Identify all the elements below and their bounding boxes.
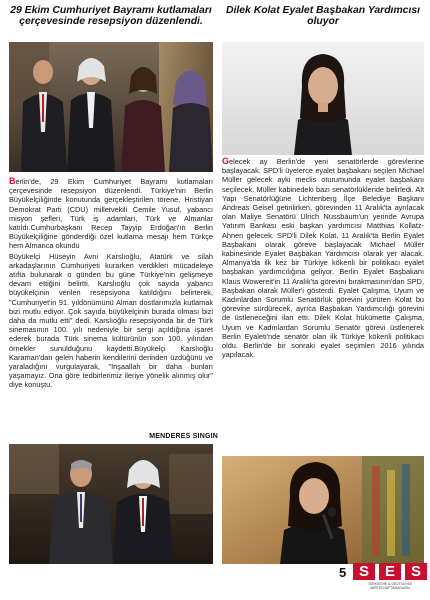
logo-letter-2: E	[379, 563, 401, 580]
dilek-kolat-portrait-photo	[222, 42, 424, 155]
right-article-headline: Dilek Kolat Eyalet Başbakan Yardımcısı oluyor	[225, 5, 421, 27]
two-men-photo	[9, 444, 213, 564]
logo-tagline: TÜRKISCHE & DEUTSCHES WIRTSCHAFTSMAGAZIN	[367, 582, 413, 590]
article-byline: MENDERES SINGIN	[149, 433, 218, 440]
left-article-dropcap: B	[9, 177, 16, 186]
left-article-paragraph-1-text: erlin'de, 29 Ekim Cumhuriyet Bayramı kutlamaları çerçevesinde resepsiyon düzenlendi. Türkiye'nin Berlin Büyükelçiliğinde konutunda gerçekleştirilen törene, Hristiyan Demokrat Parti (CDU) milletvekili Cemile Yusuf, yabancı misyon şefleri, Türk iş adamları, Türk ve Almanlar katıldı.Cumhurbaşkanı Recep Tayyip Erdoğan'ın Berlin Büyükelçiliğine gönderdiği özel kutlama mesajı hem Türkçe hem Almanca okundu	[9, 177, 213, 251]
right-article-dropcap: G	[222, 157, 230, 166]
right-article-paragraph-1-text: elecek ay Berlin'de yeni senatörlerde görevlerine başlayacak. SPD'li üyelerce eyalet başbakanı seçilen Michael Müller gelecek ayki meclis oturumunda eyalet başbakanı seçilecek. Müller kabinedeki bazı senatörlükleride belirledi. Alt Yapı Senatörlüğüne Lichtenberg İlçe Belediye Başkanı Andreas Geisel getirilirken, görevinden 11 Aralık'ta ayrılacak olan Maliye Senatörü Ulrich Nussbaum'un yerinde Avrupa Yatırım Bankası eski başkan yardımcısı Matthias Kollatz-Ahnen gelecek. SPD'li Dilek Kolat, 11 Aralık'ta Berlin Eyalet Başbakanı olarak göreve başlayacak Michael Müller kabinesinde Eyalet Başbakan Yardımcısı olarak yer alacak. Almanya'da ilk kez bir Türkiye kökenli bir politikacı eyalet başbakan yardımcılığına geliyor. Berlin Eyalet Başbakanı Klaus Wowereit'in 11 Aralık'ta görevini bırakmasının'dan SPD, Başbakan olarak Müller'i gösterdi. Eyalet Çalışma, Uyum ve Kadınlardan Sorumlu Senatörlük görevini yürüten Kolat bu görevine sürdürecek, ayrıca Başbakan Yardımcılığı görevini de üstleneceğini ilan etti. Dilek Kolat hükümette Çalışma, Uyum ve Kadınlardan Sorumlu Senatör görevi üstlenerek Berlin Eyaleti'nde senatör olan ilk Türkiye kökenli politikacı oldu. Berlin'de bir sonraki eyalet seçimleri 2016 yılında yapılacak.	[222, 157, 424, 360]
woman-speaking-photo	[222, 456, 424, 564]
left-article-paragraph-2: Büyükelçi Hüseyin Avni Karslıoğlu, Atatürk ve silah arkadaşlarının Cumhuriyeti kurarken verdikleri mücadeleye atıfta bulunarak o günden bu güne Türkiye'nin gelişmeye devam ettiğini belirtti. Karslıoğlu çok sayıda yabancı büyükelçinin verilen resepsiyona katıldığını belirterek, "Cumhuriyet'in 91. yıldönümünü Alman dostlarımızla kutlamak bizi mutlu ediyor. Çok sayıda büyükelçinin burada olması bizi daha da mutlu etti" dedi. Karslıoğlu resepsiyonda bir de Türk sinemasının 100. yılı nedeniyle bir sergi açıldığına işaret ederek burada Türk sinema kültürünün son 100. yılından örnekler sunulduğunu kaydetti.Büyükelçi Karslıoğlu Karaman'dan gelen haberin kendilerini derinden üzdüğünü ve yaraladığını vurgulayarak, "İnşaallah bir daha bunları yaşamayız. Ona göre tedbirlerimiz ileriye yönelik alınmış olur" diye konuştu.	[9, 251, 213, 390]
ses-logo	[353, 563, 427, 593]
page-number: 5	[339, 565, 347, 580]
left-article-headline: 29 Ekim Cumhuriyet Bayramı kutlamaları çerçevesinde resepsiyon düzenlendi.	[10, 5, 212, 27]
left-article-paragraph-1	[9, 177, 213, 251]
right-article-paragraph-1	[222, 157, 424, 359]
logo-letter-3: S	[405, 563, 427, 580]
logo-letter-1: S	[353, 563, 375, 580]
reception-group-photo	[9, 42, 213, 172]
right-article-body	[222, 157, 424, 453]
left-article-body	[9, 177, 213, 432]
